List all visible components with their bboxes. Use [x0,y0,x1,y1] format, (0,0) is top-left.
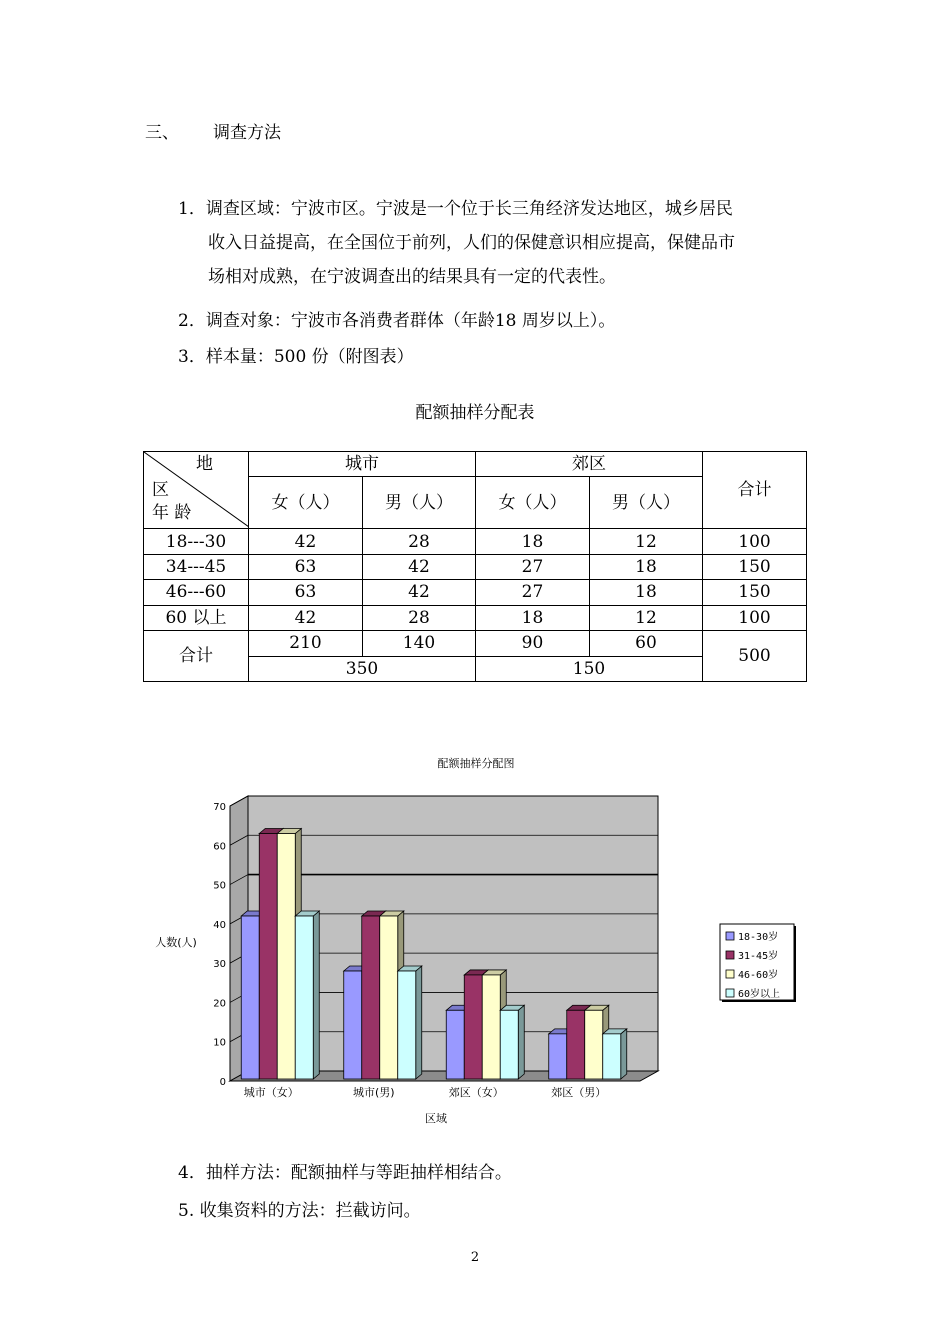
list-item-collection-method: 5. 收集资料的方法：拦截访问。 [178,1201,421,1221]
cell: 42 [249,529,363,554]
chart-title: 配额抽样分配图 [437,757,515,770]
cell: 60 [590,631,703,656]
cell: 18 [476,529,590,554]
table-row-sum [144,631,807,656]
sub-header: 男（人） [363,477,476,529]
bar-side [621,1029,627,1079]
table-title: 配额抽样分配表 [415,403,535,423]
item1-line: 1．调查区域：宁波市区。宁波是一个位于长三角经济发达地区，城乡居民 [178,199,733,219]
table-row [144,605,807,630]
quota-table [143,451,807,682]
legend-label: 46-60岁 [738,970,779,981]
item1-line: 场相对成熟，在宁波调查出的结果具有一定的代表性。 [208,267,616,287]
corner-label-bottom: 年 龄 [152,503,192,523]
cell: 28 [363,529,476,554]
cell: 18 [590,554,703,579]
bar-side [416,966,422,1079]
cell: 100 [703,605,807,630]
x-tick-label: 城市(男) [352,1086,395,1099]
legend-label: 18-30岁 [738,932,779,943]
cell: 63 [249,580,363,605]
cell: 210 [249,631,363,656]
bar [500,1010,518,1079]
bar [277,834,295,1080]
bar [585,1010,603,1079]
bar-side [518,1005,524,1079]
cell: 150 [703,554,807,579]
cell: 12 [590,529,703,554]
corner-label-mid: 区 [152,480,169,500]
group-header-city: 城市 [249,452,476,477]
list-item-sampling-method: 4．抽样方法：配额抽样与等距抽样相结合。 [178,1163,512,1183]
row-label: 18---30 [144,529,249,554]
bar-side [313,911,319,1079]
bar [567,1010,585,1079]
cell: 150 [703,580,807,605]
cell: 63 [249,554,363,579]
bar [344,971,362,1079]
group-total-city: 350 [249,656,476,681]
bar [259,834,277,1080]
y-tick-label: 0 [219,1077,226,1088]
total-header: 合计 [703,452,807,529]
legend-swatch [726,989,734,997]
y-tick-label: 30 [213,959,226,971]
bar [549,1034,567,1079]
cell: 28 [363,605,476,630]
table-row [144,580,807,605]
row-label: 34---45 [144,554,249,579]
bar [464,975,482,1079]
bar [603,1034,621,1079]
section-heading [145,116,281,150]
y-axis-label: 人数(人) [155,936,197,949]
y-tick-label: 50 [213,880,226,892]
row-label: 46---60 [144,580,249,605]
bar [446,1010,464,1079]
cell: 42 [249,605,363,630]
cell: 42 [363,580,476,605]
corner-cell [144,452,249,529]
bar [482,975,500,1079]
bar [362,916,380,1079]
section-title: 调查方法 [213,123,281,143]
legend-swatch [726,932,734,940]
cell: 27 [476,580,590,605]
cell: 100 [703,529,807,554]
section-number: 三、 [145,123,179,143]
sub-header: 男（人） [590,477,703,529]
legend-swatch [726,970,734,978]
x-axis-label: 区域 [425,1112,447,1125]
page-number: 2 [470,1250,480,1265]
cell: 12 [590,605,703,630]
x-tick-label: 郊区（男） [551,1086,607,1099]
list-item-sample-size: 3．样本量：500 份（附图表） [178,347,414,367]
y-tick-label: 40 [213,919,226,931]
bar [380,916,398,1079]
cell: 18 [590,580,703,605]
cell: 27 [476,554,590,579]
sub-header: 女（人） [249,477,363,529]
list-item-survey-target: 2．调查对象：宁波市各消费者群体（年龄18 周岁以上）。 [178,311,616,331]
y-tick-label: 10 [213,1037,226,1049]
bar [295,916,313,1079]
y-tick-label: 20 [213,998,226,1010]
list-item-survey-area [178,192,818,294]
cell: 42 [363,554,476,579]
cell: 140 [363,631,476,656]
bar [398,971,416,1079]
group-header-suburb: 郊区 [476,452,703,477]
group-total-suburb: 150 [476,656,703,681]
bar-chart [140,748,820,1138]
legend-swatch [726,951,734,959]
bar [241,916,259,1079]
item1-line: 收入日益提高，在全国位于前列，人们的保健意识相应提高，保健品市 [208,233,735,253]
cell: 90 [476,631,590,656]
grand-total: 500 [703,631,807,682]
corner-label-top: 地 [196,454,213,474]
table-row [144,554,807,579]
cell: 18 [476,605,590,630]
legend-label: 60岁以上 [738,989,781,1000]
y-tick-label: 70 [213,802,226,813]
sum-label: 合计 [144,631,249,682]
legend-label: 31-45岁 [738,951,779,962]
y-tick-label: 60 [213,841,226,853]
sub-header: 女（人） [476,477,590,529]
x-tick-label: 郊区（女） [448,1086,504,1099]
row-label: 60 以上 [144,605,249,630]
table-row [144,529,807,554]
x-tick-label: 城市（女） [243,1086,299,1099]
